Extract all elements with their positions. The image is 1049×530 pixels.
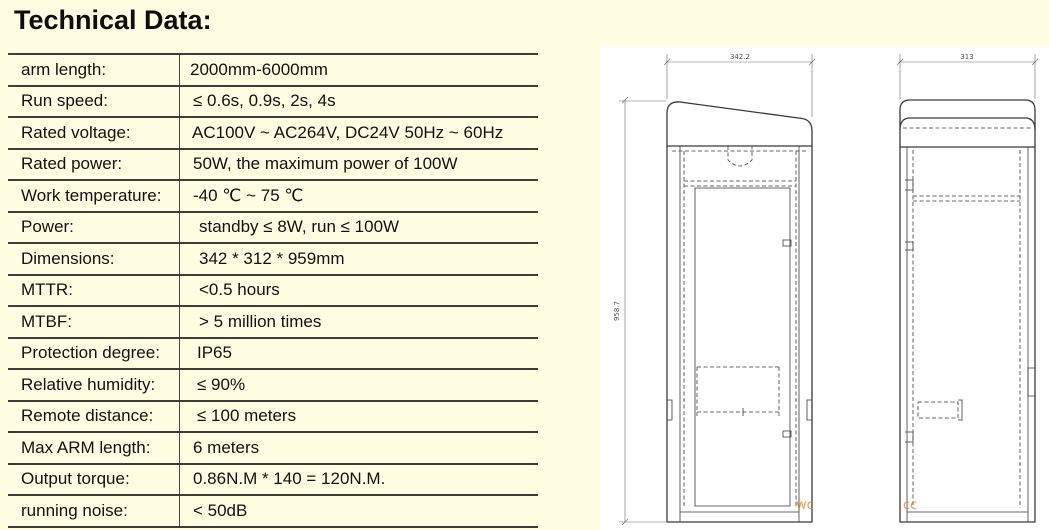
spec-label: Dimensions: — [8, 244, 180, 274]
side-hidden-lines — [903, 128, 1032, 508]
spec-row-arm-length — [8, 53, 538, 85]
watermark-fragment: wc — [796, 498, 814, 513]
front-hidden-lines — [672, 146, 808, 508]
spec-value: > 5 million times — [199, 311, 322, 331]
spec-value: 0.86N.M * 140 = 120N.M. — [193, 469, 386, 489]
spec-row-rated-voltage — [8, 116, 538, 148]
spec-value: < 50dB — [193, 500, 248, 520]
spec-row-power — [8, 211, 538, 243]
side-inner-frame — [907, 147, 1028, 522]
front-height-dimension-label: 958.7 — [613, 300, 621, 322]
spec-value: ≤ 0.6s, 0.9s, 2s, 4s — [193, 91, 336, 111]
spec-label: arm length: — [8, 55, 180, 85]
spec-label: Rated power: — [8, 150, 180, 180]
spec-row-remote-distance — [8, 400, 538, 432]
side-fixings — [905, 180, 1035, 442]
spec-row-mttr — [8, 274, 538, 306]
front-height-dimension-line — [619, 97, 666, 525]
spec-label: Max ARM length: — [8, 433, 180, 463]
technical-data-table — [8, 53, 538, 528]
spec-value: AC100V ~ AC264V, DC24V 50Hz ~ 60Hz — [192, 122, 504, 142]
spec-row-dimensions — [8, 242, 538, 274]
spec-label: Power: — [8, 213, 180, 243]
spec-value: 50W, the maximum power of 100W — [193, 154, 458, 174]
technical-drawing — [600, 46, 1049, 530]
spec-value: 342 * 312 * 959mm — [199, 248, 345, 268]
spec-row-run-speed — [8, 85, 538, 117]
spec-label: MTTR: — [8, 276, 180, 306]
spec-label: Output torque: — [8, 465, 180, 495]
side-lid-edges — [900, 118, 1035, 147]
spec-row-mtbf — [8, 305, 538, 337]
front-inner-frame — [680, 146, 799, 522]
spec-value: 2000mm-6000mm — [190, 59, 328, 79]
spec-label: Run speed: — [8, 87, 180, 117]
spec-value: IP65 — [197, 343, 232, 363]
side-cabinet-outline — [900, 100, 1035, 522]
page-title: Technical Data: — [14, 5, 212, 35]
spec-row-rated-power — [8, 148, 538, 180]
watermark-fragment: cc — [903, 498, 918, 513]
spec-label: Remote distance: — [8, 402, 180, 432]
spec-value: standby ≤ 8W, run ≤ 100W — [199, 217, 400, 237]
technical-drawing-panel — [600, 46, 1049, 530]
spec-value: 6 meters — [193, 437, 260, 457]
side-view-drawing — [897, 53, 1038, 522]
spec-label: MTBF: — [8, 307, 180, 337]
front-inner-panel — [695, 188, 790, 506]
spec-row-protection-degree — [8, 337, 538, 369]
spec-label: running noise: — [8, 496, 180, 526]
front-width-dimension-label: 342.2 — [729, 53, 751, 61]
side-width-dimension-label: 313 — [960, 53, 974, 61]
spec-value: ≤ 90% — [197, 374, 246, 394]
spec-value: -40 ℃ ~ 75 ℃ — [193, 185, 304, 205]
spec-label: Work temperature: — [8, 181, 180, 211]
spec-row-max-arm-length — [8, 431, 538, 463]
spec-value: ≤ 100 meters — [197, 406, 297, 426]
spec-label: Relative humidity: — [8, 370, 180, 400]
front-view-drawing — [613, 53, 815, 525]
spec-value: <0.5 hours — [199, 280, 280, 300]
spec-row-work-temperature — [8, 179, 538, 211]
spec-row-output-torque — [8, 463, 538, 495]
spec-row-relative-humidity — [8, 368, 538, 400]
spec-label: Protection degree: — [8, 339, 180, 369]
spec-label: Rated voltage: — [8, 118, 180, 148]
spec-row-running-noise — [8, 494, 538, 526]
front-width-dimension-line — [664, 54, 815, 117]
